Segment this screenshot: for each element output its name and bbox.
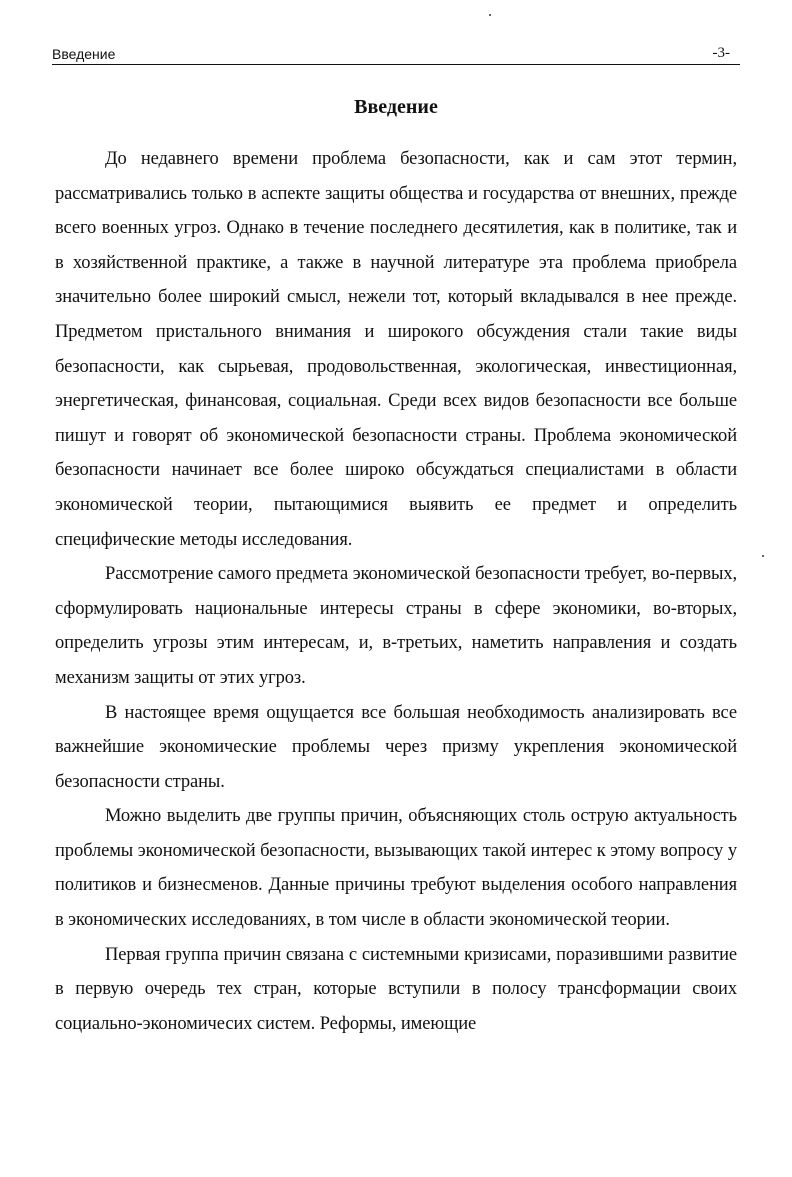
paragraph-4: Можно выделить две группы причин, объясняющих столь острую актуальность проблемы экономической безопасности, вызывающих такой интерес к этому вопросу у политиков и бизнесменов. Данные причины требуют выделения особого направления в экономических исследованиях, в том числе в области экономической теории. [55,806,737,931]
paragraph-2: Рассмотрение самого предмета экономической безопасности требует, во-первых, сформулировать национальные интересы страны в сфере экономики, во-вторых, определить угрозы этим интересам, и, в-третьих, наметить направления и создать механизм защиты от этих угроз. [55,564,737,688]
header-page-number: -3- [712,45,730,61]
scan-speck [489,14,491,16]
body-text [55,142,737,1041]
paragraph-3: В настоящее время ощущается все большая необходимость анализировать все важнейшие экономические проблемы через призму укрепления экономической безопасности страны. [55,702,737,792]
scan-speck [762,555,764,557]
paragraph-5: Первая группа причин связана с системными кризисами, поразившими развитие в первую очередь тех стран, которые вступили в полосу трансформации своих социально-экономичесих систем. Реформы, имеющие [55,944,737,1034]
paragraph-1: До недавнего времени проблема безопасности, как и сам этот термин, рассматривались только в аспекте защиты общества и государства от внешних, прежде всего военных угроз. Однако в течение последнего десятилетия, как в политике, так и в хозяйственной практике, а также в научной литературе эта проблема приобрела значительно более широкий смысл, нежели тот, который вкладывался в нее прежде. Предметом пристального внимания и широкого обсуждения стали такие виды безопасности, как сырьевая, продовольственная, экологическая, инвестиционная, энергетическая, финансовая, социальная. Среди всех видов безопасности все больше пишут и говорят об экономической безопасности страны. Проблема экономической безопасности начинает все более широко обсуждаться специалистами в области экономической теории, пытающимися выявить ее предмет и определить специфические методы исследования. [55,149,737,550]
page-title: Введение [354,96,438,118]
running-header [52,44,740,65]
header-section-title: Введение [52,46,116,62]
